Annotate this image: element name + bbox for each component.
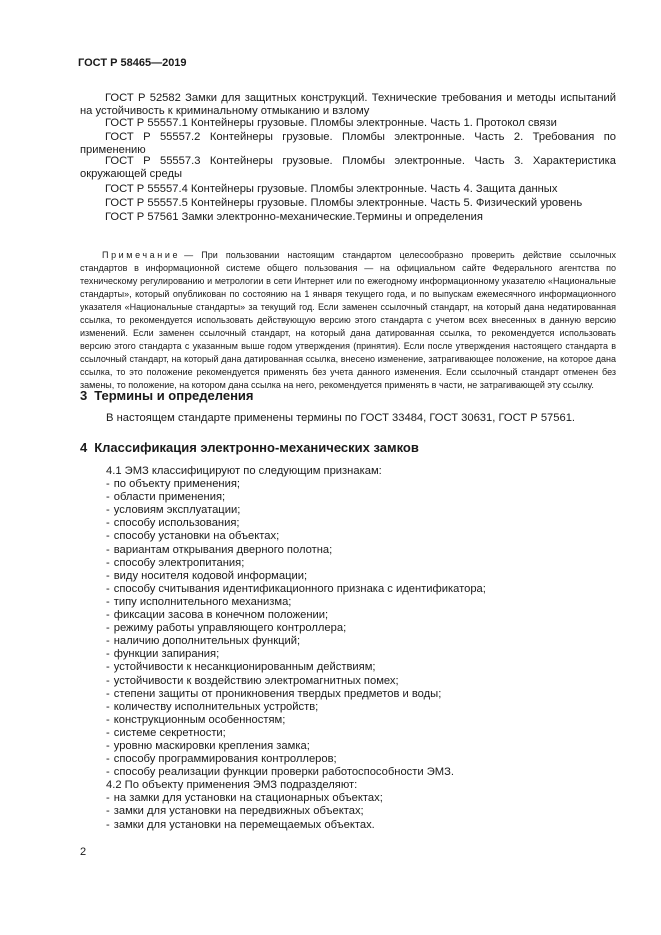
dash-marker: - bbox=[106, 753, 110, 766]
list-item bbox=[106, 544, 486, 557]
dash-marker: - bbox=[106, 556, 110, 569]
list-item bbox=[106, 570, 486, 583]
dash-marker: - bbox=[106, 622, 110, 635]
list-item-text: вариантам открывания дверного полотна; bbox=[113, 543, 333, 556]
page-number: 2 bbox=[80, 846, 87, 858]
list-item-text: способу установки на объектах; bbox=[113, 530, 280, 543]
list-item-text: устойчивости к воздействию электромагнитных помех; bbox=[113, 674, 399, 687]
dash-marker: - bbox=[106, 700, 110, 713]
list-item-text: типу исполнительного механизма; bbox=[113, 595, 292, 608]
clause-4-2: 4.2 По объекту применения ЭМЗ подразделяют: bbox=[106, 779, 358, 792]
list-item-text: способу реализации функции проверки работоспособности ЭМЗ. bbox=[113, 766, 454, 779]
list-item bbox=[106, 701, 486, 714]
dash-marker: - bbox=[106, 687, 110, 700]
reference-code: ГОСТ Р 55557.5 bbox=[105, 197, 188, 209]
reference-title: Контейнеры грузовые. Пломбы электронные. Часть 1. Протокол связи bbox=[190, 117, 557, 129]
dash-marker: - bbox=[106, 726, 110, 739]
list-item-text: степени защиты от проникновения твердых предметов и воды; bbox=[113, 687, 442, 700]
dash-marker: - bbox=[106, 713, 110, 726]
reference-line bbox=[80, 183, 616, 196]
dash-marker: - bbox=[106, 661, 110, 674]
reference-entry bbox=[80, 183, 616, 196]
section-3-text: В настоящем стандарте применены термины по ГОСТ 33484, ГОСТ 30631, ГОСТ Р 57561. bbox=[106, 412, 576, 424]
list-item bbox=[106, 661, 486, 674]
reference-entry bbox=[80, 155, 616, 182]
dash-marker: - bbox=[106, 739, 110, 752]
list-item bbox=[106, 557, 486, 570]
list-item bbox=[106, 596, 486, 609]
list-item bbox=[106, 727, 486, 740]
reference-line bbox=[80, 197, 616, 210]
list-item bbox=[106, 792, 486, 805]
list-item-text: конструкционным особенностям; bbox=[113, 713, 286, 726]
reference-code: ГОСТ Р 55557.4 bbox=[105, 183, 188, 195]
list-item-text: на замки для установки на стационарных объектах; bbox=[113, 792, 383, 805]
list-item-text: по объекту применения; bbox=[113, 478, 241, 491]
dash-marker: - bbox=[106, 569, 110, 582]
list-item bbox=[106, 714, 486, 727]
list-item bbox=[106, 648, 486, 661]
reference-title: Замки электронно-механические.Термины и определения bbox=[181, 211, 483, 223]
dash-marker: - bbox=[106, 543, 110, 556]
dash-marker: - bbox=[106, 504, 110, 517]
list-item bbox=[106, 688, 486, 701]
list-item-text: наличию дополнительных функций; bbox=[113, 635, 301, 648]
list-item bbox=[106, 740, 486, 753]
dash-marker: - bbox=[106, 530, 110, 543]
list-item-text: устойчивости к несанкционированным действиям; bbox=[113, 661, 376, 674]
list-item bbox=[106, 675, 486, 688]
reference-code: ГОСТ Р 52582 bbox=[105, 92, 181, 104]
reference-line bbox=[80, 117, 616, 130]
dash-marker: - bbox=[106, 792, 110, 805]
list-item-text: системе секретности; bbox=[113, 726, 226, 739]
reference-line bbox=[80, 211, 616, 224]
note-label: Примечание bbox=[102, 250, 181, 260]
reference-entry bbox=[80, 131, 616, 158]
list-item-text: способу считывания идентификационного признака с идентификатора; bbox=[113, 582, 486, 595]
dash-marker: - bbox=[106, 766, 110, 779]
list-item-text: виду носителя кодовой информации; bbox=[113, 569, 308, 582]
dash-marker: - bbox=[106, 582, 110, 595]
list-item bbox=[106, 491, 486, 504]
list-item bbox=[106, 622, 486, 635]
list-item-text: функции запирания; bbox=[113, 648, 220, 661]
list-item-text: замки для установки на передвижных объектах; bbox=[113, 805, 364, 818]
reference-code: ГОСТ Р 55557.3 bbox=[105, 155, 201, 167]
list-item-text: способу электропитания; bbox=[113, 556, 245, 569]
section-4-heading bbox=[80, 440, 419, 455]
list-item-text: способу программирования контроллеров; bbox=[113, 753, 337, 766]
list-item-text: количеству исполнительных устройств; bbox=[113, 700, 319, 713]
list-item-text: условиям эксплуатации; bbox=[113, 504, 241, 517]
reference-entry bbox=[80, 92, 616, 119]
dash-marker: - bbox=[106, 635, 110, 648]
list-item bbox=[106, 805, 486, 818]
clause-4-1: 4.1 ЭМЗ классифицируют по следующим признакам: bbox=[106, 465, 382, 477]
reference-line bbox=[80, 131, 616, 158]
list-item bbox=[106, 478, 486, 491]
list-item bbox=[106, 517, 486, 530]
page-header: ГОСТ Р 58465—2019 bbox=[78, 57, 187, 69]
reference-entry bbox=[80, 197, 616, 210]
reference-code: ГОСТ Р 55557.2 bbox=[105, 131, 201, 143]
reference-line bbox=[80, 155, 616, 182]
reference-title: Замки для защитных конструкций. Технические требования и методы испытаний на устойчивость к криминальному отмыканию и взлому bbox=[80, 92, 616, 118]
list-item bbox=[106, 635, 486, 648]
list-item bbox=[106, 530, 486, 543]
reference-line bbox=[80, 92, 616, 119]
list-item-text: уровню маскировки крепления замка; bbox=[113, 739, 310, 752]
list-item-text: способу использования; bbox=[113, 517, 240, 530]
list-item bbox=[106, 504, 486, 517]
reference-code: ГОСТ Р 55557.1 bbox=[105, 117, 188, 129]
dash-marker: - bbox=[106, 648, 110, 661]
reference-title: Контейнеры грузовые. Пломбы электронные. Часть 4. Защита данных bbox=[190, 183, 558, 195]
list-item bbox=[106, 819, 486, 832]
section-3-heading bbox=[80, 388, 254, 403]
reference-code: ГОСТ Р 57561 bbox=[105, 211, 179, 223]
reference-entry bbox=[80, 117, 616, 130]
list-item-text: замки для установки на перемещаемых объектах. bbox=[113, 818, 375, 831]
list-item bbox=[106, 753, 486, 766]
note-paragraph bbox=[80, 249, 616, 392]
dash-marker: - bbox=[106, 674, 110, 687]
list-item bbox=[106, 609, 486, 622]
list-item-text: фиксации засова в конечном положении; bbox=[113, 609, 329, 622]
list-item bbox=[106, 766, 486, 779]
dash-marker: - bbox=[106, 478, 110, 491]
dash-marker: - bbox=[106, 595, 110, 608]
reference-title: Контейнеры грузовые. Пломбы электронные. Часть 3. Характеристика окружающей среды bbox=[80, 155, 616, 181]
reference-title: Контейнеры грузовые. Пломбы электронные. Часть 5. Физический уровень bbox=[190, 197, 583, 209]
classification-list bbox=[106, 465, 486, 832]
section-3-title: Термины и определения bbox=[94, 388, 254, 403]
list-item bbox=[106, 583, 486, 596]
note-text: — При пользовании настоящим стандартом целесообразно проверить действие ссылочных стандартов в информационной системе общего пользования — на официальном сайте Федерального агентства по техническому регулированию и метрологии в сети Интернет или по ежегодному информационному указателю «Национальные стандарты», который опубликован по состоянию на 1 января текущего года, и по выпускам ежемесячного информационного указателя «Национальные стандарты» за текущий год. Если заменен ссылочный стандарт, на который дана недатированная ссылка, то рекомендуется использовать действующую версию этого стандарта с учетом всех внесенных в данную версию изменений. Если заменен ссылочный стандарт, на который дана датированная ссылка, то рекомендуется использовать версию этого стандарта с указанным выше годом утверждения (принятия). Если после утверждения настоящего стандарта в ссылочный стандарт, на который дана датированная ссылка, внесено изменение, затрагивающее положение, на которое дана ссылка, то это положение рекомендуется применять без учета данного изменения. Если ссылочный стандарт отменен без замены, то положение, на котором дана ссылка на него, рекомендуется применять в части, не затрагивающей эту ссылку. bbox=[80, 250, 616, 390]
list-item-text: режиму работы управляющего контроллера; bbox=[113, 622, 347, 635]
section-4-title: Классификация электронно-механических замков bbox=[94, 440, 419, 455]
dash-marker: - bbox=[106, 491, 110, 504]
reference-entry bbox=[80, 211, 616, 224]
dash-marker: - bbox=[106, 609, 110, 622]
dash-marker: - bbox=[106, 805, 110, 818]
section-4-number: 4 bbox=[80, 440, 88, 455]
list-item-text: области применения; bbox=[113, 491, 226, 504]
reference-title: Контейнеры грузовые. Пломбы электронные. Часть 2. Требования по применению bbox=[80, 131, 617, 157]
dash-marker: - bbox=[106, 818, 110, 831]
dash-marker: - bbox=[106, 517, 110, 530]
section-3-number: 3 bbox=[80, 388, 88, 403]
